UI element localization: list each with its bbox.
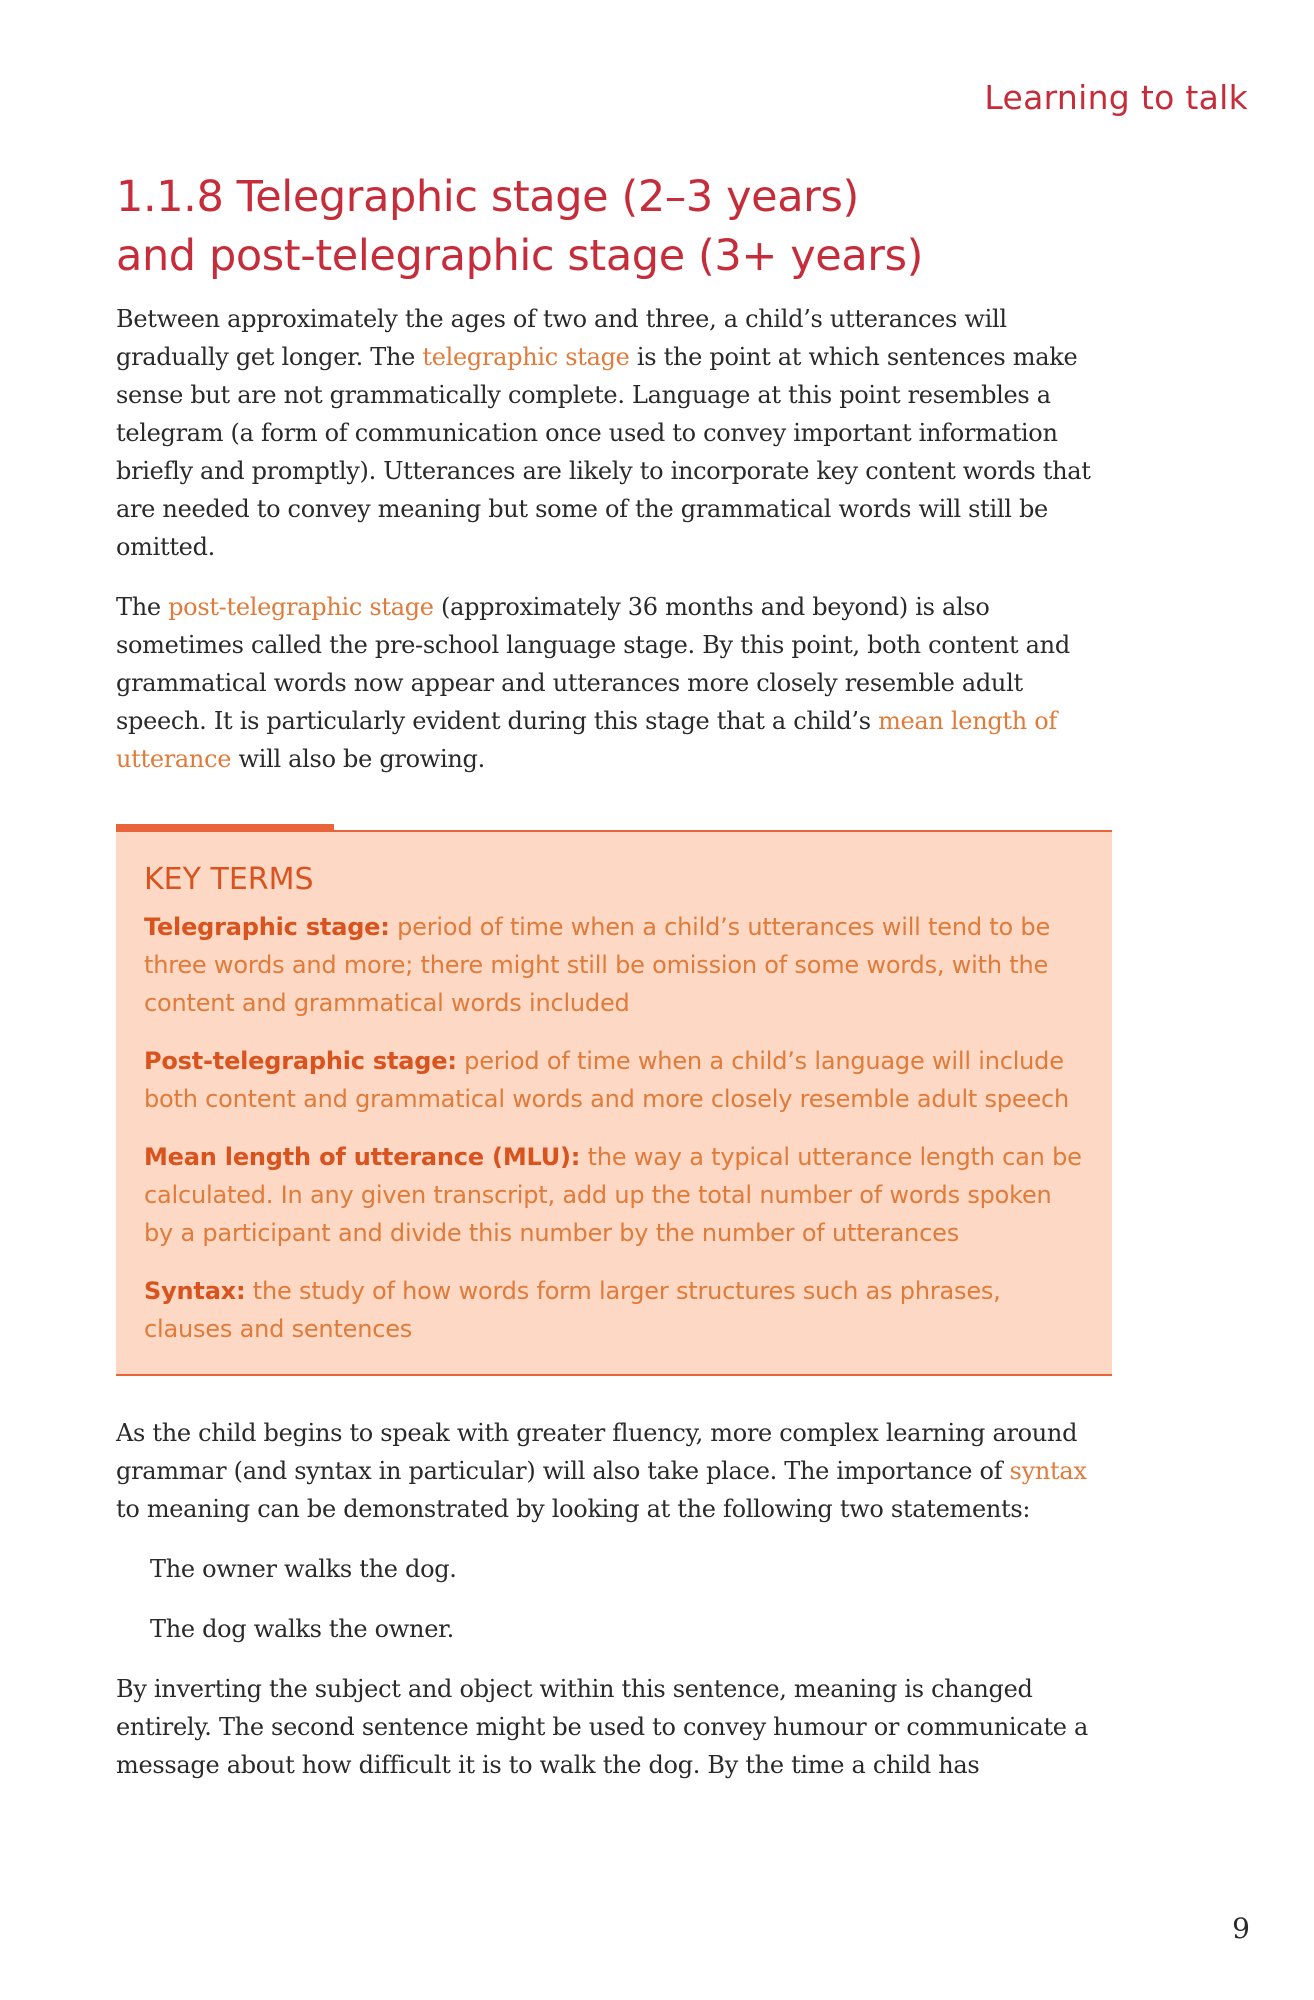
paragraph-post-telegraphic bbox=[116, 588, 1112, 778]
section-title-line2: and post-telegraphic stage (3+ years) bbox=[116, 231, 923, 281]
key-term-mean-length-of-utterance bbox=[144, 1138, 1082, 1252]
section-title-line1: 1.1.8 Telegraphic stage (2–3 years) bbox=[116, 172, 859, 222]
example-sentence-2: The dog walks the owner. bbox=[150, 1615, 454, 1643]
key-term-label: Telegraphic stage: bbox=[144, 913, 390, 941]
key-term-label: Post-telegraphic stage: bbox=[144, 1047, 457, 1075]
paragraph-telegraphic bbox=[116, 300, 1112, 566]
page-number: 9 bbox=[1232, 1912, 1250, 1945]
paragraph-text: will also be growing. bbox=[231, 745, 485, 773]
key-term-syntax bbox=[144, 1272, 1082, 1348]
key-term-label: Mean length of utterance (MLU): bbox=[144, 1143, 581, 1171]
key-term-label: Syntax: bbox=[144, 1277, 246, 1305]
paragraph-inversion: By inverting the subject and object within this sentence, meaning is changed entirely. The second sentence might be used to convey humour or communicate a message about how difficult it is to walk the dog. By the time a child has bbox=[116, 1675, 1089, 1779]
running-head: Learning to talk bbox=[984, 78, 1248, 117]
paragraph-text: As the child begins to speak with greater fluency, more complex learning around grammar (and syntax in particular) will also take place. The importance of bbox=[116, 1419, 1078, 1485]
paragraph-text: to meaning can be demonstrated by looking at the following two statements: bbox=[116, 1495, 1031, 1523]
page-content bbox=[116, 168, 1112, 1806]
term-link-post-telegraphic-stage[interactable]: post-telegraphic stage bbox=[168, 593, 434, 621]
section-title bbox=[116, 168, 1112, 286]
key-term-definition: the study of how words form larger structures such as phrases, clauses and sentences bbox=[144, 1277, 1001, 1343]
example-sentence-1: The owner walks the dog. bbox=[150, 1555, 457, 1583]
paragraph-text: is the point at which sentences make sense but are not grammatically complete. Language at this point resembles a telegram (a form of communication once used to convey important information briefly and promptly). Utterances are likely to incorporate key content words that are needed to convey meaning but some of the grammatical words will still be omitted. bbox=[116, 343, 1091, 561]
key-term-definition: period of time when a child’s utterances will tend to be three words and more; there might still be omission of some words, with the content and grammatical words included bbox=[144, 913, 1051, 1017]
paragraph-text: Between approximately the ages of two and three, a child’s utterances will gradually get longer. The bbox=[116, 305, 1007, 371]
key-terms-accent-bar bbox=[116, 824, 334, 832]
paragraph-syntax bbox=[116, 1414, 1112, 1528]
key-term-definition: period of time when a child’s language will include both content and grammatical words and more closely resemble adult speech bbox=[144, 1047, 1070, 1113]
term-link-mean-length-of-utterance[interactable]: mean length of utterance bbox=[116, 707, 1057, 773]
term-link-telegraphic-stage[interactable]: telegraphic stage bbox=[422, 343, 630, 371]
paragraph-text: (approximately 36 months and beyond) is also sometimes called the pre-school language stage. By this point, both content and grammatical words now appear and utterances more closely resemble adult speech. It is particularly evident during this stage that a child’s bbox=[116, 593, 1070, 735]
paragraph-text: The bbox=[116, 593, 169, 621]
key-terms-heading: KEY TERMS bbox=[144, 862, 314, 897]
key-term-definition: the way a typical utterance length can be calculated. In any given transcript, add up the total number of words spoken by a participant and divide this number by the number of utterances bbox=[144, 1143, 1082, 1247]
term-link-syntax[interactable]: syntax bbox=[1009, 1457, 1087, 1485]
key-terms-box bbox=[116, 830, 1112, 1376]
key-term-telegraphic-stage bbox=[144, 908, 1082, 1022]
key-term-post-telegraphic-stage bbox=[144, 1042, 1082, 1118]
